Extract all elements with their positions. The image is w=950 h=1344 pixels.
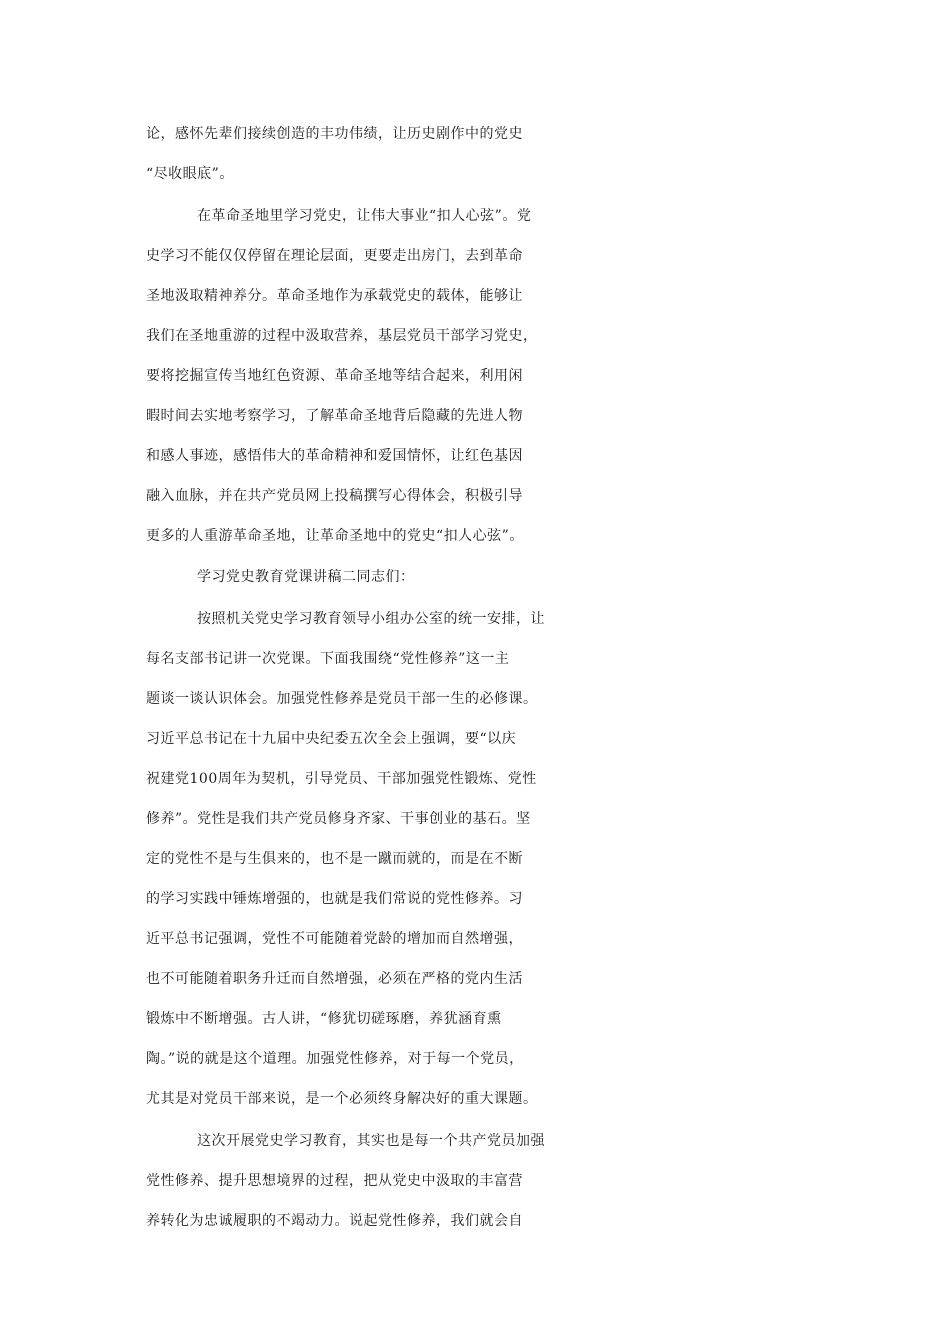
text-line: 按照机关党史学习教育领导小组办公室的统一安排，让 <box>197 611 545 627</box>
text-line: 祝建党100周年为契机，引导党员、干部加强党性锻炼、党性 <box>146 771 537 787</box>
text-line: “尽收眼底”。 <box>146 166 234 182</box>
text-line: 论，感怀先辈们接续创造的丰功伟绩，让历史剧作中的党史 <box>146 126 523 142</box>
text-line: 尤其是对党员干部来说，是一个必须终身解决好的重大课题。 <box>146 1091 538 1107</box>
text-line: 学习党史教育党课讲稿二同志们： <box>197 569 415 585</box>
text-line: 每名支部书记讲一次党课。下面我围绕“党性修养”这一主 <box>146 651 510 667</box>
text-line: 圣地汲取精神养分。革命圣地作为承载党史的载体，能够让 <box>146 288 523 304</box>
text-line: 题谈一谈认识体会。加强党性修养是党员干部一生的必修课。 <box>146 691 538 707</box>
text-line: 养转化为忠诚履职的不竭动力。说起党性修养，我们就会自 <box>146 1213 523 1229</box>
text-line: 和感人事迹，感悟伟大的革命精神和爱国情怀，让红色基因 <box>146 448 523 464</box>
text-line: 习近平总书记在十九届中央纪委五次全会上强调，要“以庆 <box>146 731 517 747</box>
text-line: 在革命圣地里学习党史，让伟大事业“扣人心弦”。党 <box>197 208 532 224</box>
text-line: 锻炼中不断增强。古人讲，“修犹切磋琢磨，养犹涵育熏 <box>146 1011 502 1027</box>
text-line: 修养”。党性是我们共产党员修身齐家、干事创业的基石。坚 <box>146 811 531 827</box>
text-line: 融入血脉，并在共产党员网上投稿撰写心得体会，积极引导 <box>146 488 523 504</box>
text-line: 近平总书记强调，党性不可能随着党龄的增加而自然增强， <box>146 931 523 947</box>
text-line: 的学习实践中锤炼增强的，也就是我们常说的党性修养。习 <box>146 891 523 907</box>
text-line: 暇时间去实地考察学习，了解革命圣地背后隐藏的先进人物 <box>146 408 523 424</box>
text-line: 定的党性不是与生俱来的，也不是一蹴而就的，而是在不断 <box>146 851 523 867</box>
text-line: 陶。”说的就是这个道理。加强党性修养，对于每一个党员， <box>146 1051 524 1067</box>
text-line: 更多的人重游革命圣地，让革命圣地中的党史“扣人心弦”。 <box>146 528 524 544</box>
text-line: 我们在圣地重游的过程中汲取营养，基层党员干部学习党史， <box>146 328 538 344</box>
text-line: 这次开展党史学习教育，其实也是每一个共产党员加强 <box>197 1133 545 1149</box>
text-line: 史学习不能仅仅停留在理论层面，更要走出房门，去到革命 <box>146 248 523 264</box>
text-line: 党性修养、提升思想境界的过程，把从党史中汲取的丰富营 <box>146 1173 523 1189</box>
text-line: 要将挖掘宣传当地红色资源、革命圣地等结合起来，利用闲 <box>146 368 523 384</box>
text-line: 也不可能随着职务升迁而自然增强，必须在严格的党内生活 <box>146 971 523 987</box>
